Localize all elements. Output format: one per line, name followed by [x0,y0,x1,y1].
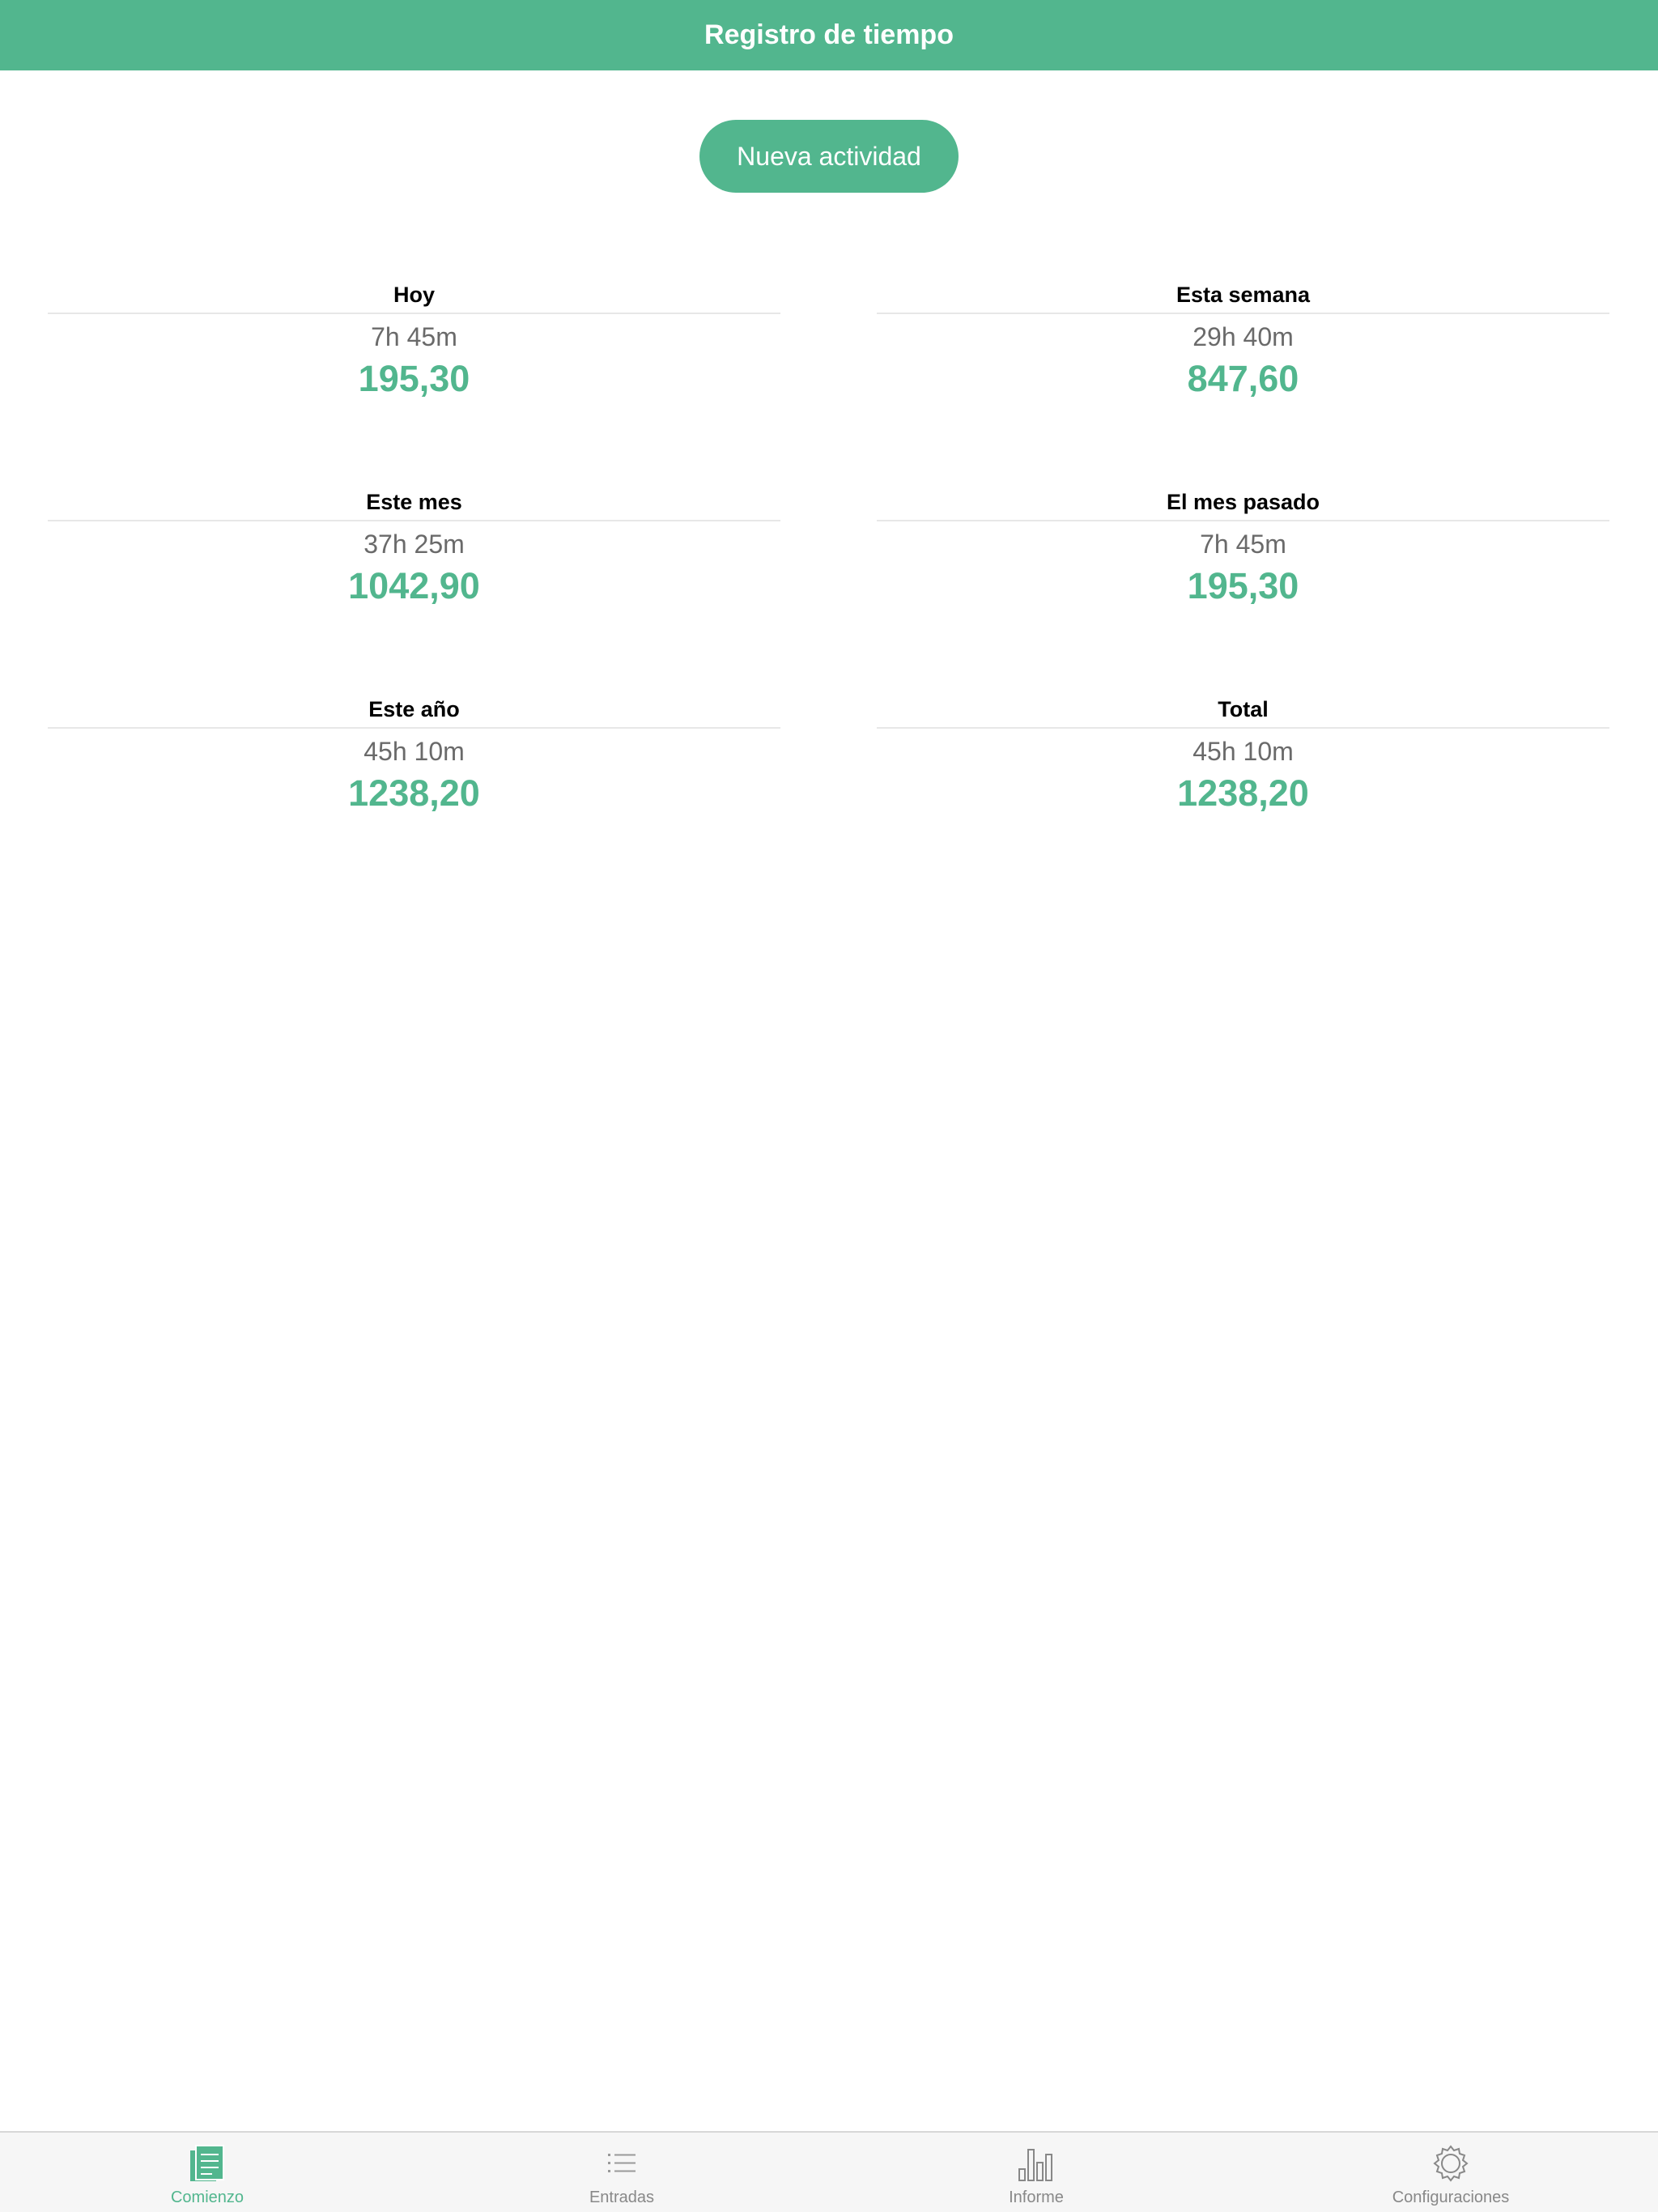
stat-time: 37h 25m [363,530,465,559]
stat-title: Este año [368,697,460,721]
divider [877,520,1609,521]
list-icon [602,2143,641,2184]
tab-label: Comienzo [170,2189,244,2206]
tab-comienzo[interactable] [0,2133,414,2212]
stat-title: El mes pasado [1166,490,1320,514]
stat-amount: 1238,20 [348,772,480,814]
stat-amount: 1042,90 [348,565,480,606]
tab-label: Informe [1009,2189,1064,2206]
tab-label: Configuraciones [1392,2189,1510,2206]
stat-title: Este mes [366,490,462,514]
stat-card-this-week [877,277,1609,402]
page-title: Registro de tiempo [704,19,954,50]
stat-time: 7h 45m [371,322,457,351]
stat-amount: 847,60 [1187,358,1299,399]
stat-card-total [877,691,1609,816]
new-activity-button[interactable]: Nueva actividad [699,120,959,193]
stat-amount: 195,30 [358,358,470,399]
stat-time: 29h 40m [1192,322,1294,351]
tab-configuraciones[interactable] [1244,2133,1658,2212]
tab-informe[interactable] [829,2133,1244,2212]
stat-card-this-year [48,691,780,816]
gear-icon [1431,2143,1470,2184]
stat-time: 7h 45m [1200,530,1286,559]
stat-amount: 1238,20 [1177,772,1309,814]
stat-card-today [48,277,780,402]
header-bar [0,0,1658,70]
stat-title: Total [1218,697,1269,721]
stat-card-this-month [48,484,780,609]
tab-label: Entradas [589,2189,655,2206]
stat-title: Esta semana [1175,283,1311,307]
stat-amount: 195,30 [1187,565,1299,606]
divider [48,313,780,314]
divider [48,520,780,521]
stat-time: 45h 10m [363,737,465,766]
divider [48,727,780,729]
stat-card-last-month [877,484,1609,609]
stat-title: Hoy [393,283,435,307]
bottom-tab-bar [0,2131,1658,2212]
tab-entradas[interactable] [414,2133,829,2212]
bar-chart-icon [1017,2143,1056,2184]
divider [877,313,1609,314]
stat-time: 45h 10m [1192,737,1294,766]
divider [877,727,1609,729]
document-icon [188,2143,227,2184]
